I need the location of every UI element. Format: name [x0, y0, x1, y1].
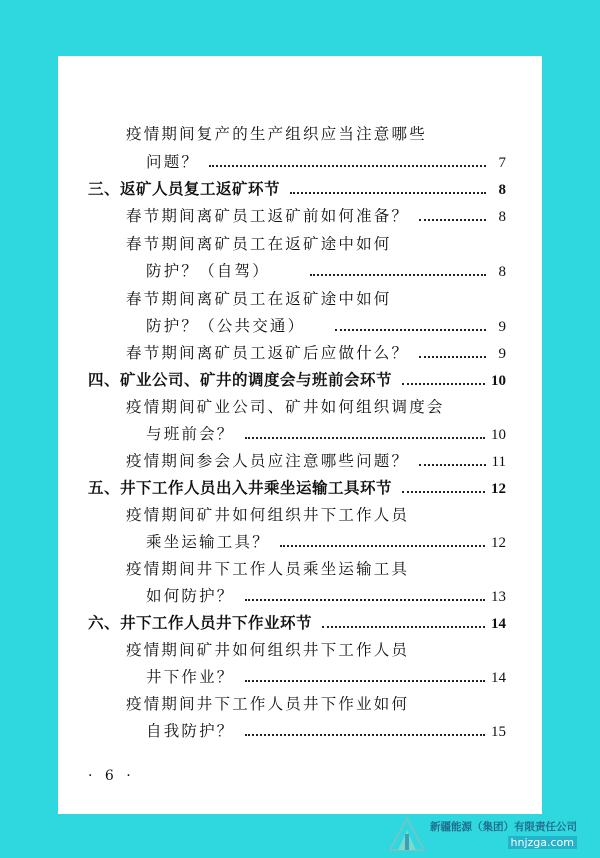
leader-dots	[209, 165, 486, 167]
toc-section	[88, 177, 506, 199]
toc-entry	[126, 692, 409, 714]
leader-dots	[245, 680, 485, 682]
company-logo-icon	[386, 814, 428, 854]
watermark	[386, 814, 596, 854]
page-number: 14	[491, 670, 506, 686]
toc-entry	[126, 204, 506, 226]
page-number: 12	[491, 481, 506, 497]
leader-dots	[322, 626, 485, 628]
toc-entry	[126, 341, 506, 363]
leader-dots	[245, 734, 485, 736]
leader-dots	[245, 599, 485, 601]
page-number: 7	[498, 155, 506, 171]
toc-entry-text: 乘坐运输工具？	[146, 533, 270, 551]
toc-entry-text: 如何防护？	[146, 587, 235, 605]
toc-entry	[126, 557, 409, 579]
toc-entry	[126, 122, 427, 144]
leader-dots	[402, 383, 485, 385]
toc-entry-text: 疫情期间矿井如何组织井下工作人员	[126, 506, 410, 524]
page-number: 8	[498, 182, 506, 198]
page-number: 8	[498, 209, 506, 225]
toc-section	[88, 476, 506, 498]
leader-dots	[419, 219, 486, 221]
toc-entry	[126, 638, 409, 660]
toc-entry	[146, 422, 506, 444]
page-number: 9	[498, 319, 506, 335]
toc-section	[88, 611, 506, 633]
leader-dots	[280, 545, 485, 547]
toc-entry-text: 自我防护？	[146, 722, 235, 740]
toc-entry	[126, 287, 392, 309]
toc-entry-text: 春节期间离矿员工返矿后应做什么？	[126, 344, 410, 362]
page-folio: · 6 ·	[88, 768, 135, 784]
toc-entry	[126, 395, 445, 417]
leader-dots	[290, 192, 486, 194]
page-number: 9	[498, 346, 506, 362]
page-number: 8	[498, 264, 506, 280]
section-title: 三、返矿人员复工返矿环节	[88, 180, 281, 198]
leader-dots	[402, 491, 485, 493]
toc-section	[88, 368, 506, 390]
toc-entry-text: 疫情期间井下工作人员井下作业如何	[126, 695, 410, 713]
page-number: 13	[491, 589, 506, 605]
watermark-company: 新疆能源（集团）有限责任公司	[430, 821, 577, 833]
toc-entry	[126, 503, 409, 525]
section-title: 六、井下工作人员井下作业环节	[88, 614, 313, 632]
page-number: 10	[491, 427, 506, 443]
toc-entry	[126, 232, 392, 254]
toc-entry	[126, 449, 506, 471]
toc-entry	[146, 584, 506, 606]
toc-entry-text: 疫情期间井下工作人员乘坐运输工具	[126, 560, 410, 578]
toc-entry-text: 疫情期间矿业公司、矿井如何组织调度会	[126, 398, 445, 416]
toc-entry	[146, 530, 506, 552]
toc-entry	[146, 665, 506, 687]
leader-dots	[245, 437, 485, 439]
toc-entry-text: 问题？	[146, 153, 200, 171]
page-number: 15	[491, 724, 506, 740]
toc-entry	[146, 259, 506, 281]
page-number: 11	[491, 454, 506, 470]
toc-entry-text: 疫情期间矿井如何组织井下工作人员	[126, 641, 410, 659]
toc-entry-text: 春节期间离矿员工在返矿途中如何	[126, 290, 392, 308]
toc-entry-text: 井下作业？	[146, 668, 235, 686]
leader-dots	[335, 329, 486, 331]
watermark-url: hnjzga.com	[508, 836, 578, 849]
toc-entry	[146, 719, 506, 741]
page-number: 10	[491, 373, 506, 389]
leader-dots	[419, 464, 485, 466]
page-number: 14	[491, 616, 506, 632]
section-title: 五、井下工作人员出入井乘坐运输工具环节	[88, 479, 393, 497]
toc-entry-text: 防护？（公共交通）	[146, 317, 306, 335]
toc-entry-text: 与班前会？	[146, 425, 235, 443]
toc-entry-text: 疫情期间复产的生产组织应当注意哪些	[126, 125, 427, 143]
toc-entry-text: 春节期间离矿员工返矿前如何准备？	[126, 207, 410, 225]
watermark-text	[430, 819, 577, 849]
toc-entry	[146, 314, 506, 336]
leader-dots	[419, 356, 486, 358]
toc-entry	[146, 150, 506, 172]
toc-entry-text: 春节期间离矿员工在返矿途中如何	[126, 235, 392, 253]
section-title: 四、矿业公司、矿井的调度会与班前会环节	[88, 371, 393, 389]
leader-dots	[310, 274, 486, 276]
toc-entry-text: 疫情期间参会人员应注意哪些问题？	[126, 452, 410, 470]
book-page	[58, 56, 542, 814]
toc-entry-text: 防护？（自驾）	[146, 262, 270, 280]
page-number: 12	[491, 535, 506, 551]
